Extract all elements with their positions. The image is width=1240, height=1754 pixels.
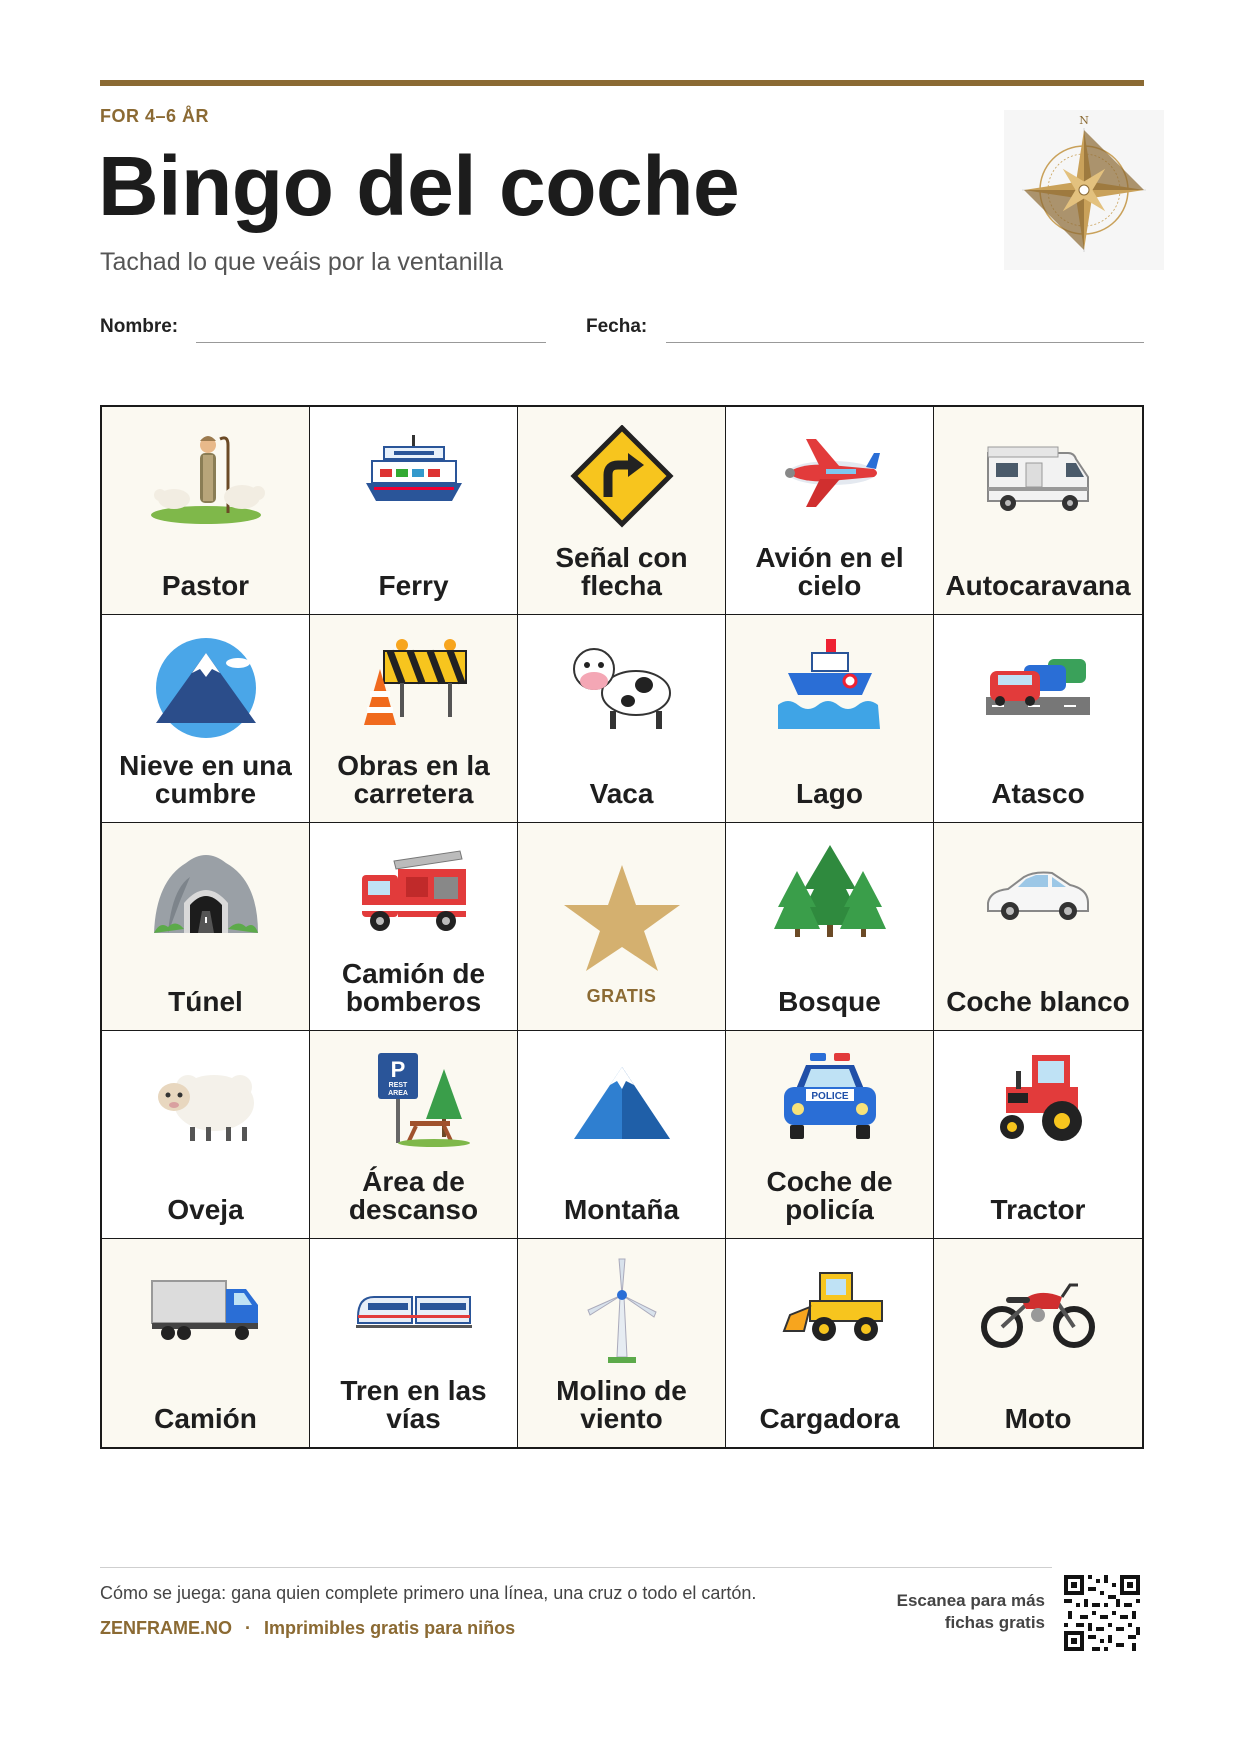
motorhome-icon xyxy=(978,425,1098,535)
white-car-icon xyxy=(978,841,1098,951)
cell-label: Autocaravana xyxy=(945,570,1131,601)
rest-area-icon xyxy=(354,1049,474,1159)
airplane-icon xyxy=(770,425,890,535)
cell-label: Atasco xyxy=(991,778,1085,809)
motorcycle-icon xyxy=(978,1257,1098,1367)
ferry-icon xyxy=(354,425,474,535)
bingo-cell[interactable] xyxy=(934,1031,1142,1239)
fire-truck-icon xyxy=(354,841,474,951)
bingo-cell[interactable] xyxy=(102,1031,310,1239)
footer-divider xyxy=(100,1567,1052,1568)
bingo-cell[interactable] xyxy=(518,615,726,823)
brand-tagline: Imprimibles gratis para niños xyxy=(264,1618,516,1638)
cell-label: Camión xyxy=(154,1403,257,1434)
cell-label: Coche de policía xyxy=(766,1166,893,1225)
bingo-cell[interactable] xyxy=(726,1031,934,1239)
rest-sign-line2: AREA xyxy=(387,1090,408,1097)
forest-icon xyxy=(770,841,890,951)
cell-label: Molino de viento xyxy=(556,1375,687,1434)
bingo-cell[interactable] xyxy=(102,1239,310,1447)
bingo-cell[interactable] xyxy=(102,823,310,1031)
bingo-cell[interactable] xyxy=(934,1239,1142,1447)
cell-label: Oveja xyxy=(167,1194,244,1225)
bingo-cell[interactable] xyxy=(518,1031,726,1239)
cell-label: Tractor xyxy=(990,1194,1086,1225)
cell-label: Nieve en una cumbre xyxy=(119,750,292,809)
cow-icon xyxy=(562,633,682,743)
loader-icon xyxy=(770,1257,890,1367)
free-label: GRATIS xyxy=(586,986,657,1006)
page-title: Bingo del coche xyxy=(98,139,740,233)
star-icon xyxy=(562,863,682,973)
how-to-play: Cómo se juega: gana quien complete primero una línea, una cruz o todo el cartón. xyxy=(100,1583,757,1603)
cell-label: Obras en la carretera xyxy=(337,750,490,809)
mountain-icon xyxy=(562,1049,682,1159)
cell-label: Ferry xyxy=(378,570,449,601)
scan-line-1: Escanea para más xyxy=(896,1591,1045,1610)
top-accent-rule xyxy=(100,80,1144,86)
bingo-cell[interactable] xyxy=(310,823,518,1031)
cell-label: Camión de bomberos xyxy=(341,958,486,1017)
bingo-cell[interactable] xyxy=(726,823,934,1031)
scan-line-2: fichas gratis xyxy=(944,1613,1045,1632)
tunnel-icon xyxy=(146,841,266,951)
bingo-cell[interactable] xyxy=(726,615,934,823)
cell-label: Túnel xyxy=(168,986,243,1017)
cell-label: Pastor xyxy=(161,570,250,601)
qr-code-icon[interactable] xyxy=(1062,1573,1142,1653)
bingo-cell[interactable] xyxy=(102,615,310,823)
traffic-jam-icon xyxy=(978,633,1098,743)
cell-label: Cargadora xyxy=(759,1403,900,1434)
cell-label: Vaca xyxy=(589,778,654,809)
name-label: Nombre: xyxy=(100,316,179,337)
bingo-grid xyxy=(100,405,1144,1449)
arrow-sign-icon xyxy=(562,425,682,535)
page-subtitle: Tachad lo que veáis por la ventanilla xyxy=(100,248,504,276)
boat-on-lake-icon xyxy=(770,633,890,743)
free-cell[interactable] xyxy=(518,823,726,1031)
age-label: FOR 4–6 ÅR xyxy=(100,106,210,126)
date-field[interactable] xyxy=(666,342,1144,343)
bingo-cell[interactable] xyxy=(934,407,1142,615)
sheep-icon xyxy=(146,1049,266,1159)
bingo-cell[interactable] xyxy=(518,1239,726,1447)
bingo-cell[interactable] xyxy=(310,1239,518,1447)
cell-label: Montaña xyxy=(563,1194,680,1225)
wind-turbine-icon xyxy=(562,1257,682,1367)
bingo-cell[interactable] xyxy=(726,407,934,615)
brand-line xyxy=(100,1618,515,1639)
bingo-cell[interactable] xyxy=(934,615,1142,823)
cell-label: Moto xyxy=(1004,1403,1072,1434)
cell-label: Lago xyxy=(796,778,863,809)
truck-icon xyxy=(146,1257,266,1367)
tractor-icon xyxy=(978,1049,1098,1159)
bingo-cell[interactable] xyxy=(726,1239,934,1447)
cell-label: Tren en las vías xyxy=(340,1375,487,1434)
train-icon xyxy=(354,1257,474,1367)
brand-separator: · xyxy=(245,1618,252,1638)
bingo-cell[interactable] xyxy=(310,407,518,615)
rest-sign-p: P xyxy=(390,1057,405,1082)
cell-label: Señal con flecha xyxy=(555,542,688,601)
cell-label: Avión en el cielo xyxy=(755,542,904,601)
date-label: Fecha: xyxy=(586,316,648,337)
cell-label: Área de descanso xyxy=(348,1166,479,1225)
snowy-peak-icon xyxy=(146,633,266,743)
bingo-cell[interactable] xyxy=(310,615,518,823)
compass-icon xyxy=(1004,110,1164,270)
cell-label: Coche blanco xyxy=(946,986,1130,1017)
rest-sign-line1: REST xyxy=(388,1082,407,1089)
cell-label: Bosque xyxy=(778,986,881,1017)
police-car-icon xyxy=(770,1049,890,1159)
name-field[interactable] xyxy=(196,342,546,343)
police-text: POLICE xyxy=(810,1091,849,1102)
compass-north-letter: N xyxy=(1079,114,1089,127)
brand-link[interactable]: ZENFRAME.NO xyxy=(100,1618,232,1638)
bingo-cell[interactable] xyxy=(102,407,310,615)
bingo-cell[interactable] xyxy=(518,407,726,615)
bingo-cell[interactable] xyxy=(310,1031,518,1239)
scan-caption xyxy=(880,1590,1045,1634)
roadworks-icon xyxy=(354,633,474,743)
shepherd-icon xyxy=(146,425,266,535)
bingo-cell[interactable] xyxy=(934,823,1142,1031)
